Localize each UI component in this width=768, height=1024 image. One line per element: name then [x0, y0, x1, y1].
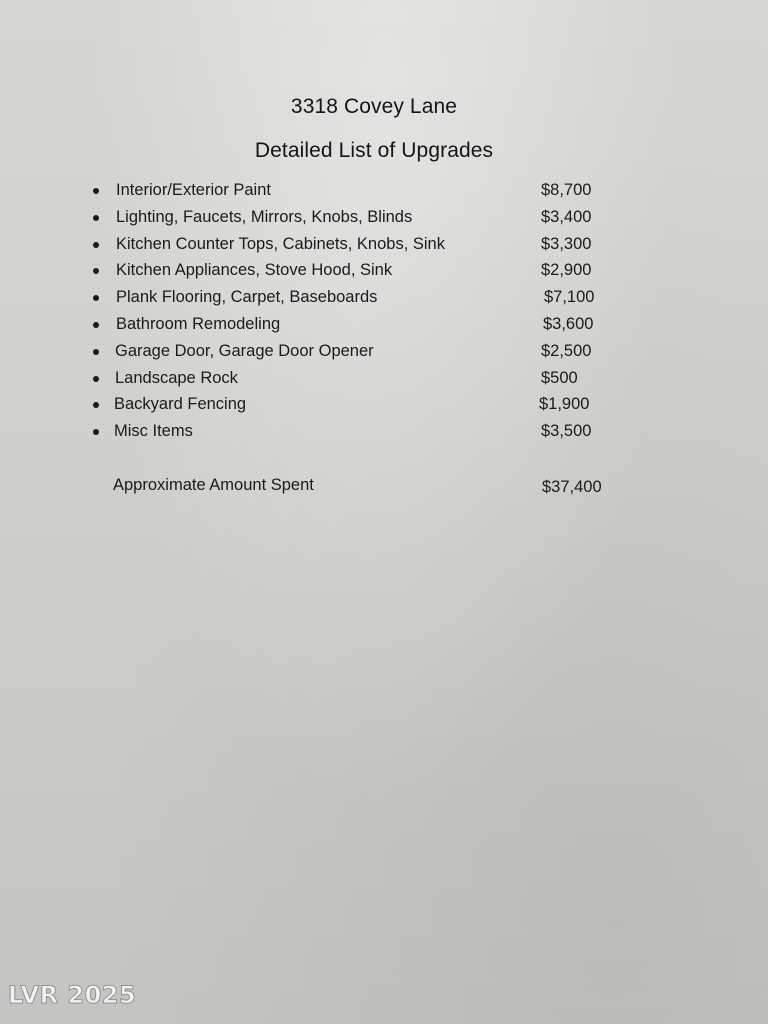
bullet-icon — [93, 268, 99, 274]
item-description: Interior/Exterior Paint — [116, 181, 271, 199]
item-amount: $3,600 — [543, 314, 594, 333]
list-item — [0, 256, 768, 283]
list-item — [0, 364, 768, 391]
total-label: Approximate Amount Spent — [113, 476, 314, 494]
list-item — [0, 310, 768, 337]
list-item — [0, 203, 768, 230]
item-description: Bathroom Remodeling — [116, 314, 281, 333]
total-amount: $37,400 — [542, 478, 602, 496]
item-description: Garage Door, Garage Door Opener — [115, 341, 374, 360]
item-description: Kitchen Appliances, Stove Hood, Sink — [116, 261, 393, 280]
item-amount: $1,900 — [539, 395, 590, 414]
list-item — [0, 176, 768, 203]
item-amount: $3,400 — [541, 207, 592, 226]
bullet-icon — [93, 188, 99, 194]
bullet-icon — [93, 402, 99, 408]
list-item — [0, 230, 768, 257]
list-item — [0, 337, 768, 364]
item-description: Backyard Fencing — [114, 395, 247, 414]
item-amount: $3,300 — [541, 234, 592, 253]
bullet-icon — [93, 242, 99, 248]
item-amount: $7,100 — [544, 288, 595, 307]
item-amount: $3,500 — [541, 422, 592, 441]
watermark: LVR 2025 — [8, 981, 137, 1009]
bullet-icon — [93, 295, 99, 301]
item-amount: $2,500 — [541, 341, 592, 360]
item-description: Kitchen Counter Tops, Cabinets, Knobs, Sink — [116, 234, 445, 253]
item-description: Plank Flooring, Carpet, Baseboards — [116, 288, 378, 307]
list-item — [0, 390, 768, 417]
bullet-icon — [93, 349, 99, 355]
item-description: Lighting, Faucets, Mirrors, Knobs, Blinds — [116, 207, 413, 226]
property-address: 3318 Covey Lane — [290, 95, 458, 118]
list-item — [0, 417, 768, 444]
bullet-icon — [93, 322, 99, 328]
item-description: Landscape Rock — [115, 368, 238, 387]
item-description: Misc Items — [114, 422, 193, 441]
item-amount: $500 — [541, 368, 578, 387]
bullet-icon — [93, 215, 99, 221]
upgrades-list — [0, 176, 768, 444]
item-amount: $2,900 — [541, 261, 592, 280]
bullet-icon — [93, 429, 99, 435]
list-item — [0, 283, 768, 310]
bullet-icon — [93, 376, 99, 382]
document-heading: Detailed List of Upgrades — [254, 139, 494, 162]
item-amount: $8,700 — [541, 181, 592, 199]
